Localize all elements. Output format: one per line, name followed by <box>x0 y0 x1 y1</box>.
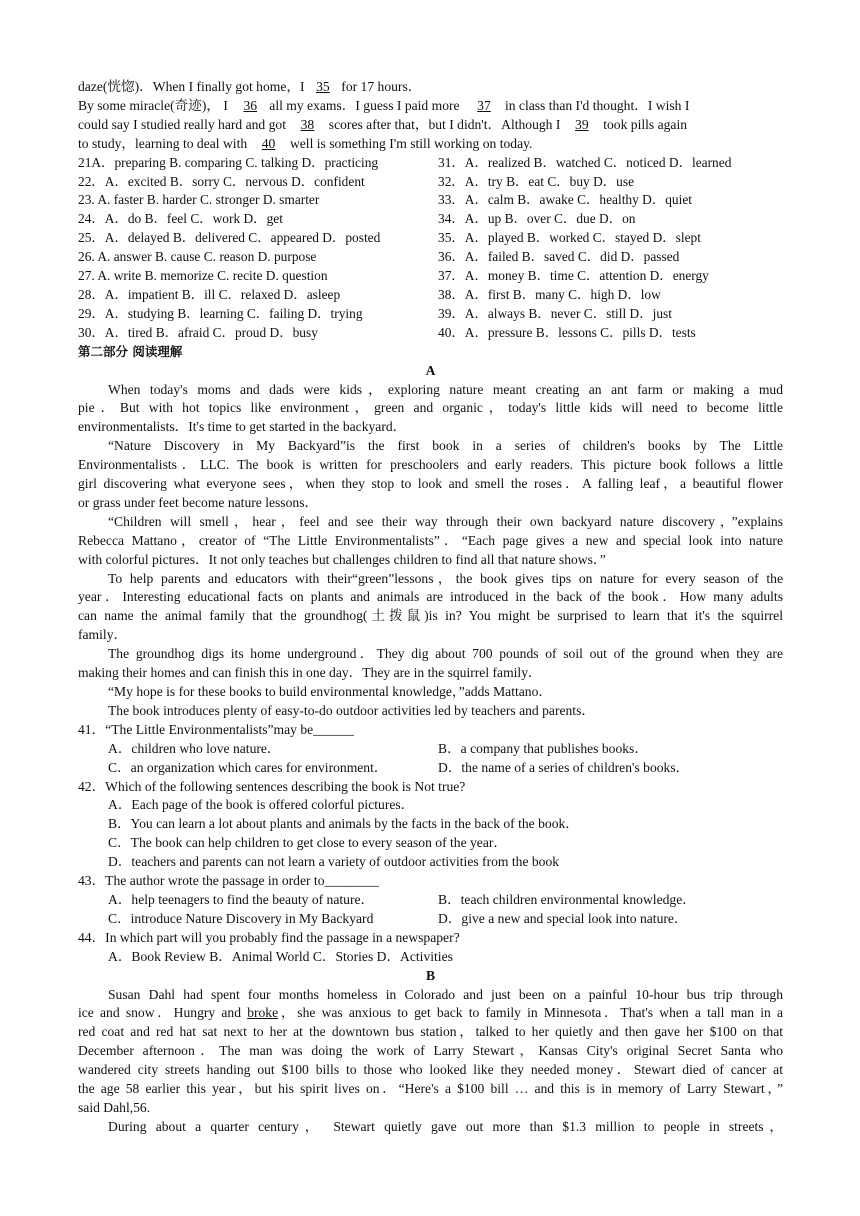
blank-39: 39 <box>575 116 589 132</box>
question-41: 41．“The Little Environmentalists”may be______ <box>78 721 354 737</box>
paragraph-line: During about a quarter century， Stewart quietly gave out more than $1.3 million to people in streets， <box>108 1118 783 1134</box>
question-44-options: A．Book Review B．Animal World C．Stories D．Activities <box>108 948 453 964</box>
paragraph-line: said Dahl,56. <box>78 1099 151 1115</box>
cloze-text: scores after that，but I didn't．Although I <box>325 116 564 132</box>
option-row: 38．A．first B．many C．high D．low <box>438 286 661 302</box>
options-left-column <box>78 154 438 343</box>
blank-38: 38 <box>300 116 315 132</box>
question-43-options <box>78 910 783 929</box>
option-row: 33．A．calm B．awake C．healthy D．quiet <box>438 192 692 208</box>
option-row: 23. A. faster B. harder C. stronger D. smarter <box>78 192 320 208</box>
question-43-options <box>78 891 783 910</box>
question-43: 43．The author wrote the passage in order to________ <box>78 873 379 889</box>
paragraph-line: The book introduces plenty of easy-to-do outdoor activities led by teachers and parents． <box>108 702 595 718</box>
passage-label-a: A <box>425 362 436 378</box>
option-row: 25．A．delayed B．delivered C．appeared D．posted <box>78 230 381 246</box>
paragraph-line: with colorful pictures．It not only teaches but challenges children to find all that nature shows．” <box>78 551 606 567</box>
blank-36: 36 <box>243 97 258 113</box>
section-title: 第二部分 阅读理解 <box>78 343 183 359</box>
paragraph-line: The groundhog digs its home underground．They dig about 700 pounds of soil out of the ground when they are <box>108 646 783 662</box>
cloze-text: all my exams．I guess I paid more <box>269 97 463 113</box>
option-d: D．give a new and special look into nature． <box>438 910 688 926</box>
option-row: 40．A．pressure B．lessons C．pills D．tests <box>438 324 696 340</box>
options-right-column <box>438 154 783 343</box>
cloze-text: well is something I'm still working on today. <box>286 135 533 151</box>
option-row: 34．A．up B．over C．due D．on <box>438 211 636 227</box>
option-row: 37．A．money B．time C．attention D．energy <box>438 268 709 284</box>
paragraph-line: making their homes and can finish this in one day．They are in the squirrel family． <box>78 665 542 681</box>
option-row: 22．A．excited B．sorry C．nervous D．confident <box>78 173 365 189</box>
paragraph-line: girl discovering what everyone sees，when they stop to look and smell the roses．A falling leaf，a beautiful flower <box>78 476 783 492</box>
option-row: 30．A．tired B．afraid C．proud D．busy <box>78 324 318 340</box>
option-row: 32．A．try B．eat C．buy D．use <box>438 173 635 189</box>
option-row: 27. A. write B. memorize C. recite D. question <box>78 268 328 284</box>
question-44: 44．In which part will you probably find the passage in a newspaper? <box>78 929 460 945</box>
cloze-text: could say I studied really hard and got <box>78 116 290 132</box>
option-b: B．a company that publishes books． <box>438 740 648 756</box>
paragraph-line: “Children will smell，hear，feel and see their way through their own backyard nature discovery，”explains <box>108 513 783 529</box>
cloze-line-3 <box>78 116 783 135</box>
option-d: D．teachers and parents can not learn a variety of outdoor activities from the book <box>108 854 560 870</box>
paragraph-line: To help parents and educators with their“green”lessons，the book gives tips on nature for every season of the <box>108 570 783 586</box>
option-row: 26. A. answer B. cause C. reason D. purpose <box>78 249 317 265</box>
option-b: B．You can learn a lot about plants and animals by the facts in the back of the book． <box>108 816 579 832</box>
paragraph-line: Susan Dahl had spent four months homeless in Colorado and just been on a painful 10-hour bus trip through <box>108 986 783 1002</box>
blank-40: 40 <box>261 135 276 151</box>
option-row: 39．A．always B．never C．still D．just <box>438 305 672 321</box>
blank-37: 37 <box>477 97 491 113</box>
paragraph-line: can name the animal family that the groundhog(土拨鼠)is in? You might be surprised to learn that it's the squirrel <box>78 608 783 624</box>
cloze-text: in class than I'd thought．I wish I <box>504 97 690 113</box>
option-row: 31．A．realized B．watched C．noticed D．learned <box>438 154 732 170</box>
paragraph-line: red coat and red hat sat next to her at the downtown bus station，talked to her quietly and then gave her $100 on that <box>78 1024 783 1040</box>
paragraph-line: pie．But with hot topics like environment，green and organic，today's little kids will need to become little <box>78 400 783 416</box>
option-c: C．an organization which cares for environment． <box>108 759 388 775</box>
option-a: A．children who love nature． <box>108 740 281 756</box>
option-c: C．The book can help children to get close to every season of the year． <box>108 835 507 851</box>
paragraph-line: Environmentalists．LLC. The book is written for preschoolers and early readers. This picture book follows a little <box>78 457 783 473</box>
cloze-options <box>78 154 783 343</box>
paragraph-line: Rebecca Mattano，creator of “The Little Environmentalists”．“Each page gives a new and special look into nature <box>78 532 783 548</box>
paragraph-line: environmentalists．It's time to get started in the backyard． <box>78 419 407 435</box>
cloze-text: daze(恍惚)．When I finally got home，I <box>78 79 308 94</box>
text-span: ice and snow．Hungry and <box>78 1005 248 1021</box>
paragraph-line: or grass under feet become nature lessons． <box>78 494 319 510</box>
exam-page <box>78 78 783 1137</box>
option-row: 28．A．impatient B．ill C．relaxed D．asleep <box>78 286 341 302</box>
underlined-word: broke <box>247 1005 279 1021</box>
option-row: 29．A．studying B．learning C．failing D．trying <box>78 305 363 321</box>
cloze-text: took pills again <box>599 116 688 132</box>
paragraph-line: “My hope is for these books to build environmental knowledge，”adds Mattano． <box>108 684 552 699</box>
option-row: 24．A．do B．feel C．work D．get <box>78 211 283 227</box>
question-41-options <box>78 759 783 778</box>
option-d: D．the name of a series of children's books． <box>438 759 690 775</box>
paragraph-line: the age 58 earlier this year，but his spirit lives on．“Here's a $100 bill … and this is in memory of Larry Stewart，” <box>78 1081 783 1097</box>
option-row: 21A．preparing B. comparing C. talking D．practicing <box>78 154 379 170</box>
paragraph-line <box>78 1004 783 1023</box>
question-42: 42．Which of the following sentences describing the book is Not true? <box>78 778 466 794</box>
option-row: 35．A．played B．worked C．stayed D．slept <box>438 230 701 246</box>
cloze-line-1 <box>78 78 783 97</box>
cloze-line-4 <box>78 135 783 154</box>
question-41-options <box>78 740 783 759</box>
paragraph-line: December afternoon．The man was doing the work of Larry Stewart，Kansas City's original Secret Santa who <box>78 1043 783 1059</box>
option-b: B．teach children environmental knowledge． <box>438 891 696 907</box>
option-a: A．help teenagers to find the beauty of nature． <box>108 891 375 907</box>
passage-label-b: B <box>425 967 436 983</box>
cloze-text: By some miracle(奇迹)， I <box>78 97 232 113</box>
cloze-text: to study，learning to deal with <box>78 135 251 151</box>
option-c: C．introduce Nature Discovery in My Backyard <box>108 910 374 926</box>
text-span: ，she was anxious to get back to family in Minnesota．That's when a tall man in a <box>278 1005 783 1021</box>
paragraph-line: family． <box>78 627 128 643</box>
option-row: 36．A．failed B．saved C．did D．passed <box>438 249 680 265</box>
paragraph-line: year．Interesting educational facts on plants and animals are introduced in the back of the book．How many adults <box>78 589 783 605</box>
paragraph-line: When today's moms and dads were kids，exploring nature meant creating an ant farm or making a mud <box>108 381 783 397</box>
option-a: A．Each page of the book is offered colorful pictures． <box>108 797 415 813</box>
blank-35: 35 <box>316 79 330 94</box>
paragraph-line: wandered city streets handing out $100 bills to those who looked like they needed money．Stewart died of cancer at <box>78 1062 783 1078</box>
cloze-line-2 <box>78 97 783 116</box>
paragraph-line: “Nature Discovery in My Backyard”is the first book in a series of children's books by The Little <box>108 438 783 454</box>
cloze-text: for 17 hours． <box>337 79 422 94</box>
